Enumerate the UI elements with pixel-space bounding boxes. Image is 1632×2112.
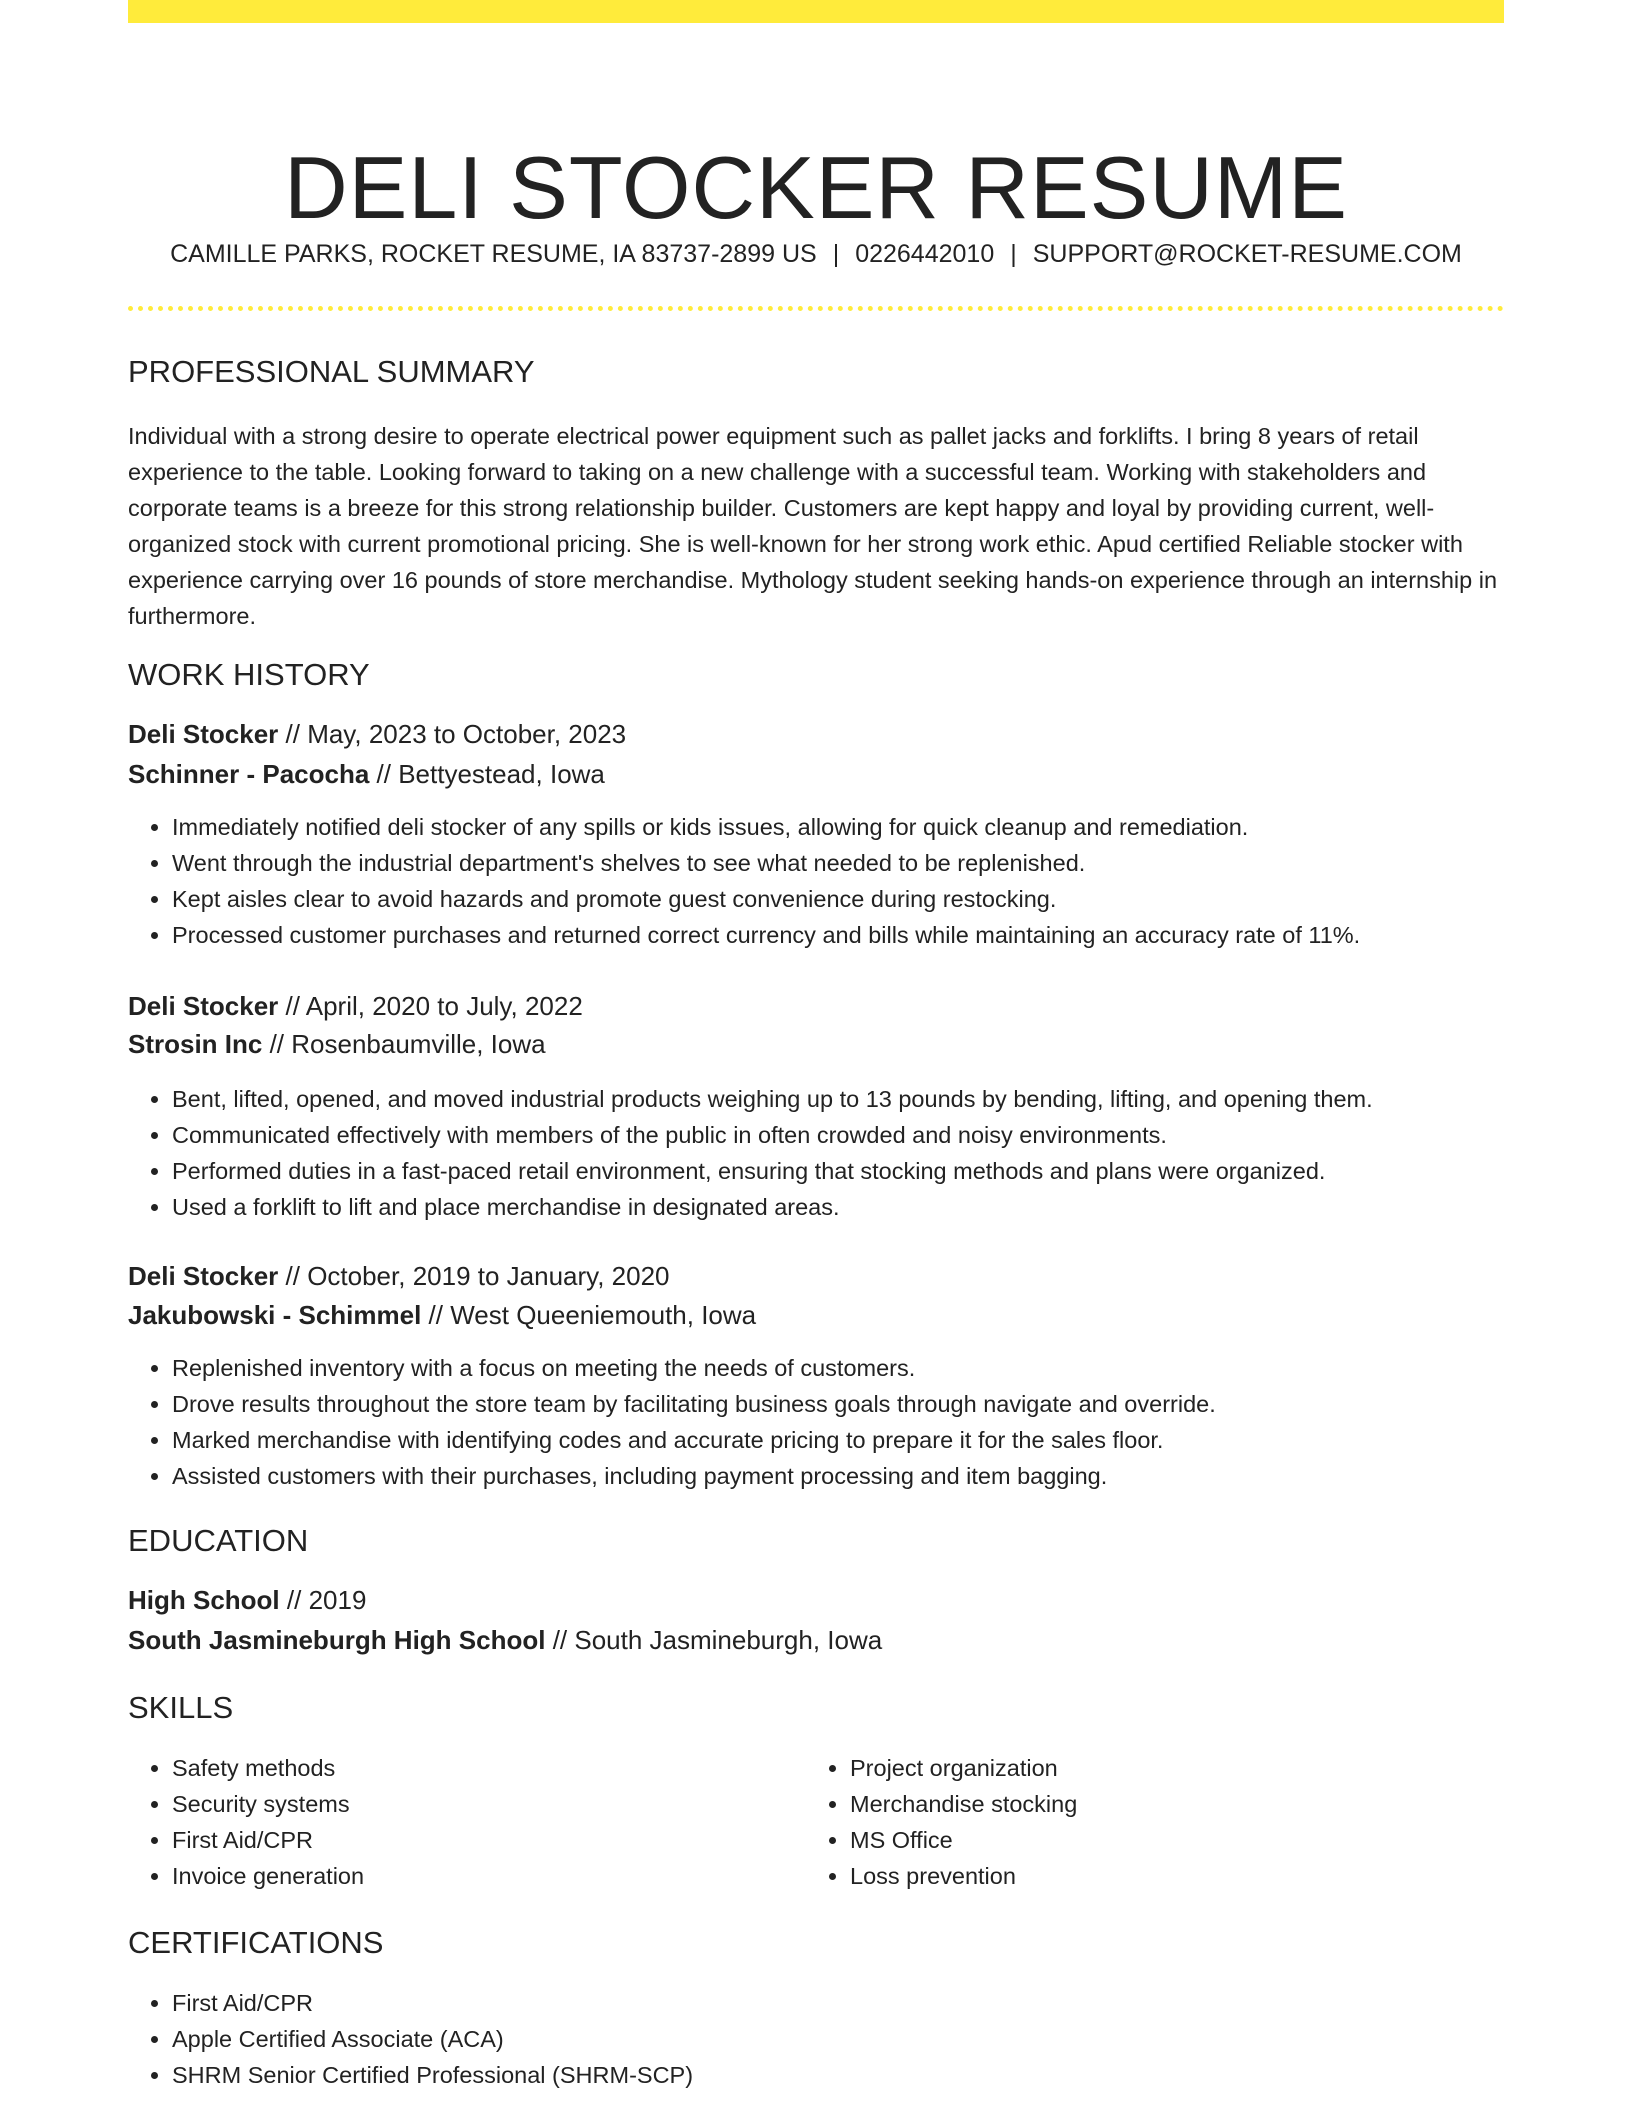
education-location: // South Jasmineburgh, Iowa bbox=[545, 1625, 883, 1655]
job-company-line bbox=[128, 1297, 756, 1333]
certification-item: • Apple Certified Associate (ACA) bbox=[172, 2021, 693, 2057]
resume-page bbox=[128, 0, 1504, 2112]
skill-item: • Loss prevention bbox=[850, 1858, 1077, 1894]
education-heading: EDUCATION bbox=[128, 1523, 309, 1558]
education-degree: High School bbox=[128, 1585, 280, 1615]
contact-email: SUPPORT@ROCKET-RESUME.COM bbox=[1032, 240, 1462, 268]
job-location: // Bettyestead, Iowa bbox=[369, 759, 605, 789]
job-location: // Rosenbaumville, Iowa bbox=[262, 1029, 546, 1059]
resume-title: DELI STOCKER RESUME bbox=[284, 137, 1348, 237]
job-bullets bbox=[128, 1081, 1373, 1225]
job-bullet: • Assisted customers with their purchases, including payment processing and item bagging. bbox=[172, 1458, 1216, 1494]
job-bullet: • Immediately notified deli stocker of any spills or kids issues, allowing for quick cleanup and remediation. bbox=[172, 809, 1360, 845]
skill-item: • First Aid/CPR bbox=[172, 1822, 364, 1858]
certifications-heading: CERTIFICATIONS bbox=[128, 1925, 384, 1960]
contact-separator: | bbox=[1010, 240, 1017, 268]
certification-item: • SHRM Senior Certified Professional (SHRM-SCP) bbox=[172, 2057, 693, 2093]
job-bullet: • Communicated effectively with members of the public in often crowded and noisy environments. bbox=[172, 1117, 1373, 1153]
job-title-line bbox=[128, 1258, 670, 1294]
education-degree-line bbox=[128, 1582, 366, 1618]
job-bullet: • Processed customer purchases and returned correct currency and bills while maintaining an accuracy rate of 11%. bbox=[172, 917, 1360, 953]
job-dates: // May, 2023 to October, 2023 bbox=[278, 719, 627, 749]
education-school: South Jasmineburgh High School bbox=[128, 1625, 546, 1655]
contact-address: CAMILLE PARKS, ROCKET RESUME, IA 83737-2899 US bbox=[170, 240, 817, 268]
job-bullets bbox=[128, 1350, 1216, 1494]
job-company: Strosin Inc bbox=[128, 1029, 263, 1059]
education-year: // 2019 bbox=[279, 1585, 367, 1615]
job-company: Jakubowski - Schimmel bbox=[128, 1300, 422, 1330]
certification-item: • First Aid/CPR bbox=[172, 1985, 693, 2021]
skills-list-left bbox=[128, 1750, 364, 1894]
job-bullet: • Marked merchandise with identifying codes and accurate pricing to prepare it for the sales floor. bbox=[172, 1422, 1216, 1458]
skill-item: • Merchandise stocking bbox=[850, 1786, 1077, 1822]
job-title-line bbox=[128, 716, 626, 752]
job-company-line bbox=[128, 1026, 546, 1062]
skills-heading: SKILLS bbox=[128, 1690, 234, 1725]
skills-list-right bbox=[806, 1750, 1077, 1894]
dotted-divider bbox=[128, 306, 1504, 311]
skill-item: • Invoice generation bbox=[172, 1858, 364, 1894]
skill-item: • MS Office bbox=[850, 1822, 1077, 1858]
job-bullet: • Replenished inventory with a focus on meeting the needs of customers. bbox=[172, 1350, 1216, 1386]
job-title: Deli Stocker bbox=[128, 719, 279, 749]
job-bullet: • Performed duties in a fast-paced retail environment, ensuring that stocking methods and plans were organized. bbox=[172, 1153, 1373, 1189]
job-company-line bbox=[128, 756, 605, 792]
job-company: Schinner - Pacocha bbox=[128, 759, 370, 789]
job-bullet: • Drove results throughout the store team by facilitating business goals through navigate and override. bbox=[172, 1386, 1216, 1422]
work-history-heading: WORK HISTORY bbox=[128, 657, 370, 692]
job-dates: // April, 2020 to July, 2022 bbox=[278, 991, 583, 1021]
job-bullet: • Used a forklift to lift and place merchandise in designated areas. bbox=[172, 1189, 1373, 1225]
contact-line bbox=[128, 236, 1504, 272]
job-bullet: • Bent, lifted, opened, and moved industrial products weighing up to 13 pounds by bending, lifting, and opening them. bbox=[172, 1081, 1373, 1117]
job-bullet: • Went through the industrial department's shelves to see what needed to be replenished. bbox=[172, 845, 1360, 881]
education-school-line bbox=[128, 1622, 882, 1658]
certifications-list bbox=[128, 1985, 693, 2093]
skill-item: • Safety methods bbox=[172, 1750, 364, 1786]
job-location: // West Queeniemouth, Iowa bbox=[421, 1300, 757, 1330]
top-accent-bar bbox=[128, 0, 1504, 23]
job-title: Deli Stocker bbox=[128, 1261, 279, 1291]
contact-separator: | bbox=[832, 240, 840, 268]
summary-text: Individual with a strong desire to operate electrical power equipment such as pallet jacks and forklifts. I bring 8 years of retail experience to the table. Looking forward to taking on a new challenge with a successful team. Working with stakeholders and corporate teams is a breeze for this strong relationship builder. Customers are kept happy and loyal by providing current, well-organized stock with current promotional pricing. She is well-known for her strong work ethic. Apud certified Reliable stocker with experience carrying over 16 pounds of store merchandise. Mythology student seeking hands-on experience through an internship in furthermore. bbox=[128, 423, 1498, 629]
job-dates: // October, 2019 to January, 2020 bbox=[278, 1261, 670, 1291]
summary-heading: PROFESSIONAL SUMMARY bbox=[128, 354, 535, 389]
job-title: Deli Stocker bbox=[128, 991, 279, 1021]
job-bullet: • Kept aisles clear to avoid hazards and promote guest convenience during restocking. bbox=[172, 881, 1360, 917]
skill-item: • Project organization bbox=[850, 1750, 1077, 1786]
contact-phone: 0226442010 bbox=[855, 240, 995, 268]
skill-item: • Security systems bbox=[172, 1786, 364, 1822]
job-title-line bbox=[128, 988, 583, 1024]
job-bullets bbox=[128, 809, 1360, 953]
